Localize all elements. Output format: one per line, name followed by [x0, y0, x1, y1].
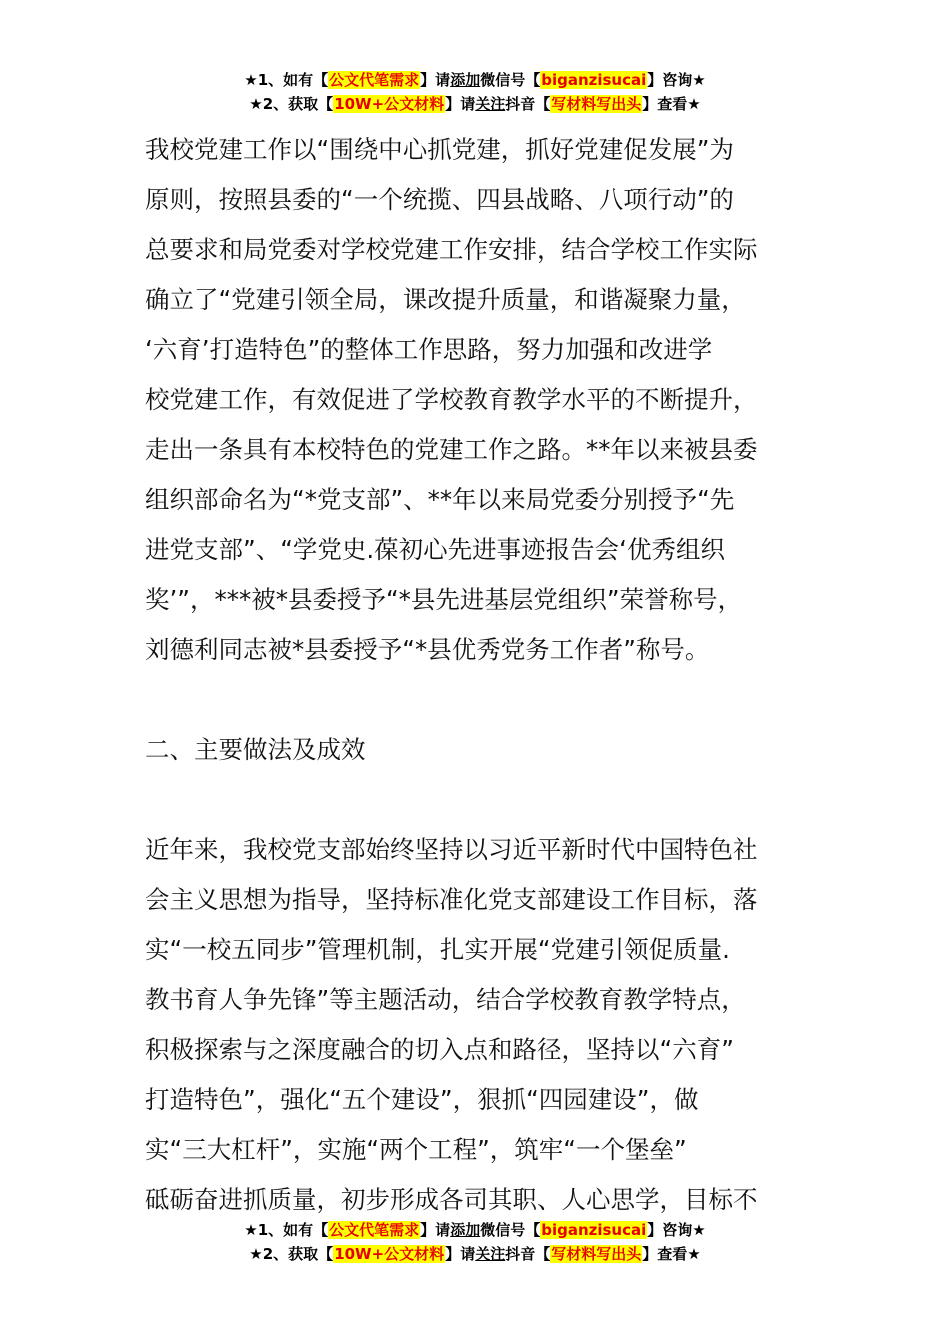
banner-highlight: 写材料写出头 — [551, 1245, 642, 1263]
text-line: 近年来，我校党支部始终坚持以习近平新时代中国特色社 — [145, 835, 758, 864]
banner-highlight: 10W+公文材料 — [334, 1245, 445, 1263]
header-banner — [0, 68, 950, 116]
text-line: 实“三大杠杆”，实施“两个工程”，筑牢“一个堡垒” — [145, 1135, 687, 1164]
paragraph-2 — [145, 825, 835, 1225]
text-line: 教书育人争先锋”等主题活动，结合学校教育教学特点， — [145, 985, 746, 1014]
banner-text: ★2、获取【 — [249, 95, 334, 113]
banner-text: 】查看★ — [642, 95, 701, 113]
banner-text: 微信号【 — [480, 71, 541, 89]
text-line: 校党建工作，有效促进了学校教育教学水平的不断提升， — [145, 385, 758, 414]
document-body — [145, 125, 835, 1225]
footer-banner — [0, 1218, 950, 1266]
banner-highlight: 写材料写出头 — [551, 95, 642, 113]
banner-text: 抖音【 — [505, 1245, 551, 1263]
banner-text: ★1、如有【 — [244, 71, 329, 89]
text-line: 我校党建工作以“围绕中心抓党建，抓好党建促发展”为 — [145, 135, 734, 164]
banner-text: 】查看★ — [642, 1245, 701, 1263]
banner-text: ★1、如有【 — [244, 1221, 329, 1239]
banner-line-1 — [0, 68, 950, 92]
text-line: 会主义思想为指导，坚持标准化党支部建设工作目标，落 — [145, 885, 758, 914]
paragraph-1 — [145, 125, 835, 675]
banner-underline: 关注 — [475, 95, 506, 113]
text-line: 组织部命名为“*党支部”、**年以来局党委分别授予“先 — [145, 485, 735, 514]
text-line: 打造特色”，强化“五个建设”，狠抓“四园建设”，做 — [145, 1085, 699, 1114]
banner-line-2 — [0, 1242, 950, 1266]
banner-text: 抖音【 — [505, 95, 551, 113]
text-line: 砥砺奋进抓质量，初步形成各司其职、人心思学，目标不 — [145, 1185, 758, 1214]
banner-text: 】请 — [420, 71, 451, 89]
banner-line-1 — [0, 1218, 950, 1242]
text-line: 积极探索与之深度融合的切入点和路径，坚持以“六育” — [145, 1035, 734, 1064]
banner-text: 】请 — [445, 1245, 476, 1263]
banner-underline: 关注 — [475, 1245, 506, 1263]
text-line: 原则，按照县委的“一个统揽、四县战略、八项行动”的 — [145, 185, 734, 214]
banner-text: ★2、获取【 — [249, 1245, 334, 1263]
text-line: 总要求和局党委对学校党建工作安排，结合学校工作实际 — [145, 235, 758, 264]
banner-text: 】咨询★ — [647, 1221, 706, 1239]
banner-text: 微信号【 — [480, 1221, 541, 1239]
banner-text: 】请 — [420, 1221, 451, 1239]
paragraph-gap — [145, 775, 835, 825]
section-heading: 二、主要做法及成效 — [145, 735, 366, 764]
banner-highlight: 10W+公文材料 — [334, 95, 445, 113]
text-line: 实“一校五同步”管理机制，扎实开展“党建引领促质量. — [145, 935, 730, 964]
paragraph-gap — [145, 675, 835, 725]
banner-highlight: biganzisucai — [541, 1221, 647, 1239]
banner-line-2 — [0, 92, 950, 116]
text-line: ‘六育’打造特色”的整体工作思路，努力加强和改进学 — [145, 335, 713, 364]
banner-highlight: biganzisucai — [541, 71, 647, 89]
banner-text: 】咨询★ — [647, 71, 706, 89]
banner-highlight: 公文代笔需求 — [329, 1221, 420, 1239]
text-line: 奖’”，***被*县委授予“*县先进基层党组织”荣誉称号， — [145, 585, 743, 614]
banner-highlight: 公文代笔需求 — [329, 71, 420, 89]
text-line: 确立了“党建引领全局，课改提升质量，和谐凝聚力量， — [145, 285, 746, 314]
text-line: 刘德利同志被*县委授予“*县优秀党务工作者”称号。 — [145, 635, 710, 664]
banner-underline: 添加 — [450, 1221, 481, 1239]
text-line: 走出一条具有本校特色的党建工作之路。**年以来被县委 — [145, 435, 758, 464]
banner-text: 】请 — [445, 95, 476, 113]
text-line: 进党支部”、“学党史.葆初心先进事迹报告会‘优秀组织 — [145, 535, 725, 564]
banner-underline: 添加 — [450, 71, 481, 89]
